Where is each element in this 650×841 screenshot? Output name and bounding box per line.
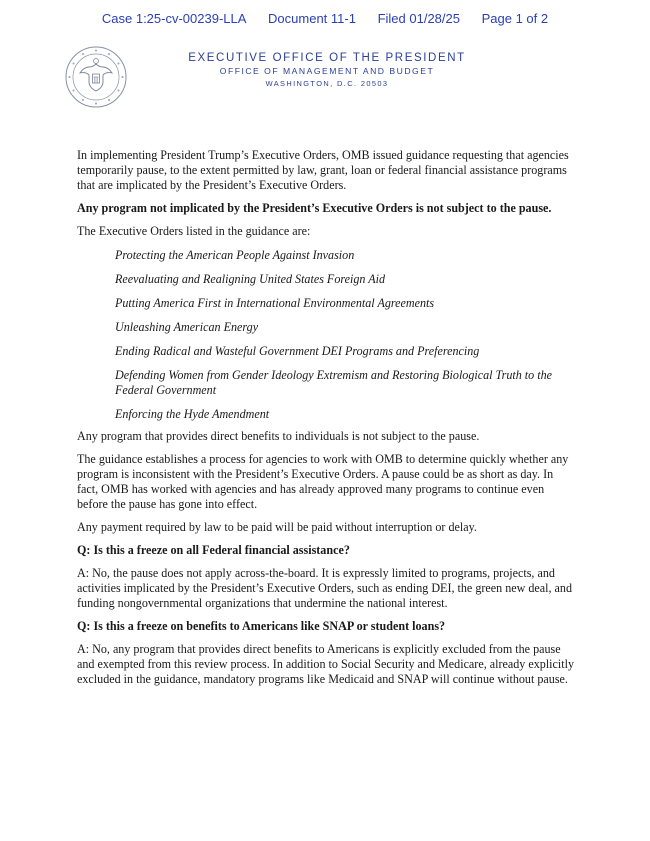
document-number: Document 11-1	[268, 11, 356, 26]
process-paragraph: The guidance establishes a process for agencies to work with OMB to determine quickly whether any program is inconsistent with the President’s Executive Orders. A pause could be as short as day. In fact, OMB has worked with agencies and has already approved many programs to continue even before the pause has gone into effect.	[77, 452, 569, 511]
page-indicator: Page 1 of 2	[481, 11, 549, 26]
case-number: Case 1:25-cv-00239-LLA	[101, 11, 247, 26]
office-title: EXECUTIVE OFFICE OF THE PRESIDENT	[188, 52, 466, 64]
executive-order-item: Reevaluating and Realigning United States Foreign Aid	[115, 272, 386, 286]
answer-1: A: No, the pause does not apply across-the-board. It is expressly limited to programs, projects, and activities implicated by the President’s Executive Orders, such as ending DEI, the green new deal, and funding nongovernmental organizations that undermine the national interest.	[77, 566, 573, 610]
direct-benefits-paragraph: Any program that provides direct benefits to individuals is not subject to the pause.	[77, 429, 480, 443]
case-header	[0, 11, 650, 26]
executive-order-item: Defending Women from Gender Ideology Extremism and Restoring Biological Truth to the Federal Government	[115, 368, 552, 397]
executive-order-item: Putting America First in International Environmental Agreements	[115, 296, 435, 310]
presidential-seal-icon	[65, 46, 127, 108]
executive-order-item: Unleashing American Energy	[115, 320, 259, 334]
bold-statement: Any program not implicated by the President’s Executive Orders is not subject to the pause.	[77, 201, 552, 215]
executive-order-item: Ending Radical and Wasteful Government DEI Programs and Preferencing	[115, 344, 480, 358]
letterhead	[130, 51, 524, 90]
executive-order-item: Protecting the American People Against Invasion	[115, 248, 355, 262]
answer-2: A: No, any program that provides direct benefits to Americans is explicitly excluded from the pause and exempted from this review process. In addition to Social Security and Medicare, already explicitly excluded in the guidance, mandatory programs like Medicaid and SNAP will continue without pause.	[77, 642, 575, 686]
filed-date: Filed 01/28/25	[377, 11, 460, 26]
executive-order-list	[115, 248, 575, 422]
memo-body	[77, 148, 575, 687]
payment-paragraph: Any payment required by law to be paid will be paid without interruption or delay.	[77, 520, 477, 534]
list-intro: The Executive Orders listed in the guidance are:	[77, 224, 311, 238]
executive-order-item: Enforcing the Hyde Amendment	[115, 407, 270, 421]
sub-office-title: OFFICE OF MANAGEMENT AND BUDGET	[219, 66, 435, 76]
question-1: Q: Is this a freeze on all Federal financial assistance?	[77, 543, 350, 557]
office-location: WASHINGTON, D.C. 20503	[265, 79, 389, 88]
question-2: Q: Is this a freeze on benefits to Americans like SNAP or student loans?	[77, 619, 446, 633]
intro-paragraph: In implementing President Trump’s Executive Orders, OMB issued guidance requesting that agencies temporarily pause, to the extent permitted by law, grant, loan or federal financial assistance programs that are implicated by the President’s Executive Orders.	[77, 148, 569, 192]
